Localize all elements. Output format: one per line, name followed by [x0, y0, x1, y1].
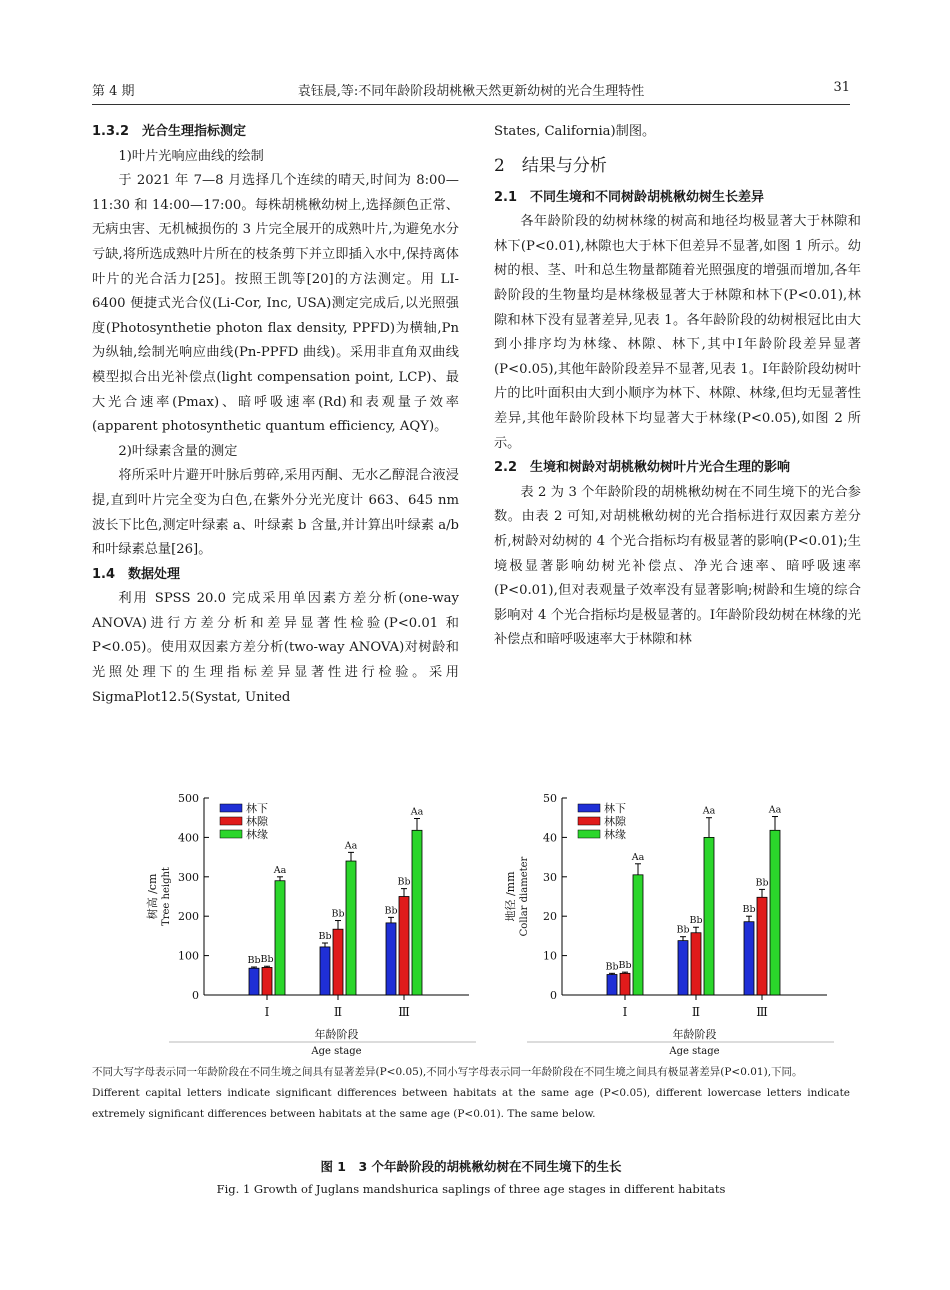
legend-swatch [220, 817, 242, 825]
bar [757, 897, 767, 995]
figure-note-en: Different capital letters indicate significant differences between habitats at the same age (P<0.05), different lowercase letters indicate extremely significant differences between habitats at the same age (P<0.01). The same below. [92, 1087, 850, 1120]
header-rule [92, 104, 850, 105]
bar [744, 922, 754, 995]
right-column [494, 120, 861, 653]
significance-label: Bb [605, 961, 619, 973]
x-axis-label-cn: 年龄阶段 [314, 1028, 359, 1041]
y-tick-label: 40 [543, 831, 557, 845]
bar [386, 923, 396, 995]
y-axis-label-en: Collar diameter [519, 856, 530, 937]
bar [399, 897, 409, 996]
bar [691, 933, 701, 995]
legend-label: 林隙 [246, 815, 268, 828]
figure-caption-cn: 图 1 3 个年龄阶段的胡桃楸幼树在不同生境下的生长 [320, 1159, 622, 1174]
significance-label: Bb [397, 876, 411, 888]
figure-notes [92, 1062, 850, 1125]
significance-label: Aa [273, 864, 287, 876]
bar [262, 967, 272, 995]
bar [346, 861, 356, 995]
significance-label: Aa [410, 806, 424, 818]
x-axis-label-en: Age stage [311, 1046, 362, 1057]
significance-label: Bb [384, 905, 398, 917]
paragraph: 1)叶片光响应曲线的绘制 [118, 148, 264, 164]
legend-swatch [578, 830, 600, 838]
legend-swatch [220, 804, 242, 812]
bar [704, 837, 714, 995]
section-heading: 1.3.2 光合生理指标测定 [92, 124, 247, 139]
section-heading: 2.1 不同生境和不同树龄胡桃楸幼树生长差异 [494, 189, 765, 205]
y-axis-label-en: Tree height [161, 867, 172, 926]
bar [607, 975, 617, 995]
issue-number: 第 4 期 [92, 84, 135, 99]
y-tick-label: 200 [178, 910, 199, 924]
paragraph: 各年龄阶段的幼树林缘的树高和地径均极显著大于林隙和林下(P<0.01),林隙也大于林下但差异不显著,如图 1 所示。幼树的根、茎、叶和总生物量都随着光照强度的增强而增加,各年龄阶段的生物量均是林缘极显著大于林隙和林下(P<0.01),林隙和林下没有显著差异,见表 1。各年龄阶段的幼树根冠比由大到小排序均为林缘、林隙、林下,其中Ⅰ年龄阶段差异显著(P<0.05),其他年龄阶段差异不显著,见表 1。Ⅰ年龄阶段幼树叶片的比叶面积由大到小顺序为林下、林隙、林缘,但均无显著性差异,其他年龄阶段林下均显著大于林缘(P<0.05),如图 2 所示。 [494, 214, 861, 451]
x-tick-label: Ⅱ [691, 1005, 701, 1019]
bar [412, 830, 422, 995]
y-tick-label: 10 [543, 949, 557, 963]
legend-swatch [578, 817, 600, 825]
y-tick-label: 500 [178, 792, 199, 805]
legend-label: 林下 [246, 802, 268, 815]
paragraph: 于 2021 年 7—8 月选择几个连续的晴天,时间为 8:00—11:30 和 14:00—17:00。每株胡桃楸幼树上,选择颜色正常、无病虫害、无机械损伤的 3 片完全展开的成熟叶片,为避免水分亏缺,将所选成熟叶片所在的枝条剪下并立即插入水中,保持离体叶片的光合活力[25]。按照王凯等[20]的方法测定。用 LI-6400 便捷式光合仪(Li-Cor, Inc, USA)测定完成后,以光照强度(Photosynthetie photon flax density, PPFD)为横轴,Pn 为纵轴,绘制光响应曲线(Pn-PPFD 曲线)。采用非直角双曲线模型拟合出光补偿点(light compensation point, LCP)、最大光合速率(Pmax)、暗呼吸速率(Rd)和表观量子效率(apparent photosynthetic quantum efficiency, AQY)。 [92, 173, 459, 435]
significance-label: Bb [618, 960, 632, 972]
y-tick-label: 0 [192, 989, 199, 1002]
section-heading: 1.4 数据处理 [92, 566, 181, 582]
y-tick-label: 300 [178, 870, 199, 884]
paragraph: 2)叶绿素含量的测定 [118, 443, 238, 459]
y-axis-label-cn: 地径 /mm [504, 871, 517, 922]
y-tick-label: 400 [178, 831, 199, 845]
bar [678, 941, 688, 995]
legend-label: 林隙 [604, 815, 626, 828]
significance-label: Bb [260, 954, 274, 966]
section-title: 2 结果与分析 [494, 155, 607, 176]
page-number: 31 [833, 80, 850, 95]
y-tick-label: 20 [543, 910, 557, 924]
significance-label: Bb [247, 955, 261, 967]
figure-caption-en: Fig. 1 Growth of Juglans mandshurica saplings of three age stages in different habitats [216, 1182, 726, 1196]
significance-label: Aa [768, 804, 782, 816]
significance-label: Bb [755, 877, 769, 889]
x-tick-label: Ⅲ [398, 1005, 410, 1019]
legend-label: 林缘 [246, 828, 268, 841]
running-title: 袁钰晨,等:不同年龄阶段胡桃楸天然更新幼树的光合生理特性 [297, 84, 645, 99]
legend-label: 林缘 [604, 828, 626, 841]
significance-label: Aa [344, 840, 358, 852]
left-column [92, 120, 459, 710]
bar [320, 947, 330, 995]
paragraph: States, California)制图。 [494, 124, 656, 139]
significance-label: Aa [702, 805, 716, 817]
significance-label: Bb [318, 930, 332, 942]
bar [333, 929, 343, 995]
figure-1 [110, 790, 850, 1057]
x-tick-label: Ⅱ [333, 1005, 343, 1019]
significance-label: Bb [742, 904, 756, 916]
bar [249, 968, 259, 995]
bar [770, 830, 780, 995]
paragraph: 表 2 为 3 个年龄阶段的胡桃楸幼树在不同生境下的光合参数。由表 2 可知,对胡桃楸幼树的光合指标进行双因素方差分析,树龄对幼树的 4 个光合指标均有极显著的影响(P<0.01);生境极显著影响幼树光补偿点、净光合速率、暗呼吸速率(P<0.01),但对表观量子效率没有显著影响;树龄和生境的综合影响对 4 个光合指标均是极显著的。Ⅰ年龄阶段幼树在林缘的光补偿点和暗呼吸速率大于林隙和林 [494, 484, 861, 648]
x-tick-label: Ⅰ [622, 1005, 628, 1019]
significance-label: Bb [676, 924, 690, 936]
figure-note-cn: 不同大写字母表示同一年龄阶段在不同生境之间具有显著差异(P<0.05),不同小写字母表示同一年龄阶段在不同生境之间具有极显著差异(P<0.01),下同。 [92, 1066, 803, 1078]
y-tick-label: 100 [178, 949, 199, 963]
significance-label: Bb [331, 908, 345, 920]
x-axis-label-cn: 年龄阶段 [672, 1028, 717, 1041]
y-tick-label: 30 [543, 870, 557, 884]
x-axis-label-en: Age stage [669, 1046, 720, 1057]
bar [633, 875, 643, 995]
paragraph: 将所采叶片避开叶脉后剪碎,采用丙酮、无水乙醇混合液浸提,直到叶片完全变为白色,在紫外分光光度计 663、645 nm 波长下比色,测定叶绿素 a、叶绿素 b 含量,并计算出叶绿素 a/b 和叶绿素总量[26]。 [92, 468, 459, 558]
y-tick-label: 0 [550, 989, 557, 1002]
significance-label: Bb [689, 915, 703, 927]
paragraph: 利用 SPSS 20.0 完成采用单因素方差分析(one-way ANOVA)进行方差分析和差异显著性检验(P<0.01 和 P<0.05)。使用双因素方差分析(two-way ANOVA)对树龄和光照处理下的生理指标差异显著性进行检验。采用 SigmaPlot12.5(Systat, United [92, 591, 459, 705]
x-tick-label: Ⅲ [756, 1005, 768, 1019]
significance-label: Aa [631, 851, 645, 863]
section-heading: 2.2 生境和树龄对胡桃楸幼树叶片光合生理的影响 [494, 460, 791, 476]
bar [620, 973, 630, 995]
x-tick-label: Ⅰ [264, 1005, 270, 1019]
y-axis-label-cn: 树高 /cm [146, 873, 159, 920]
running-header [92, 80, 850, 104]
legend-swatch [578, 804, 600, 812]
legend-label: 林下 [604, 802, 626, 815]
bar [275, 881, 285, 995]
y-tick-label: 50 [543, 792, 557, 805]
legend-swatch [220, 830, 242, 838]
